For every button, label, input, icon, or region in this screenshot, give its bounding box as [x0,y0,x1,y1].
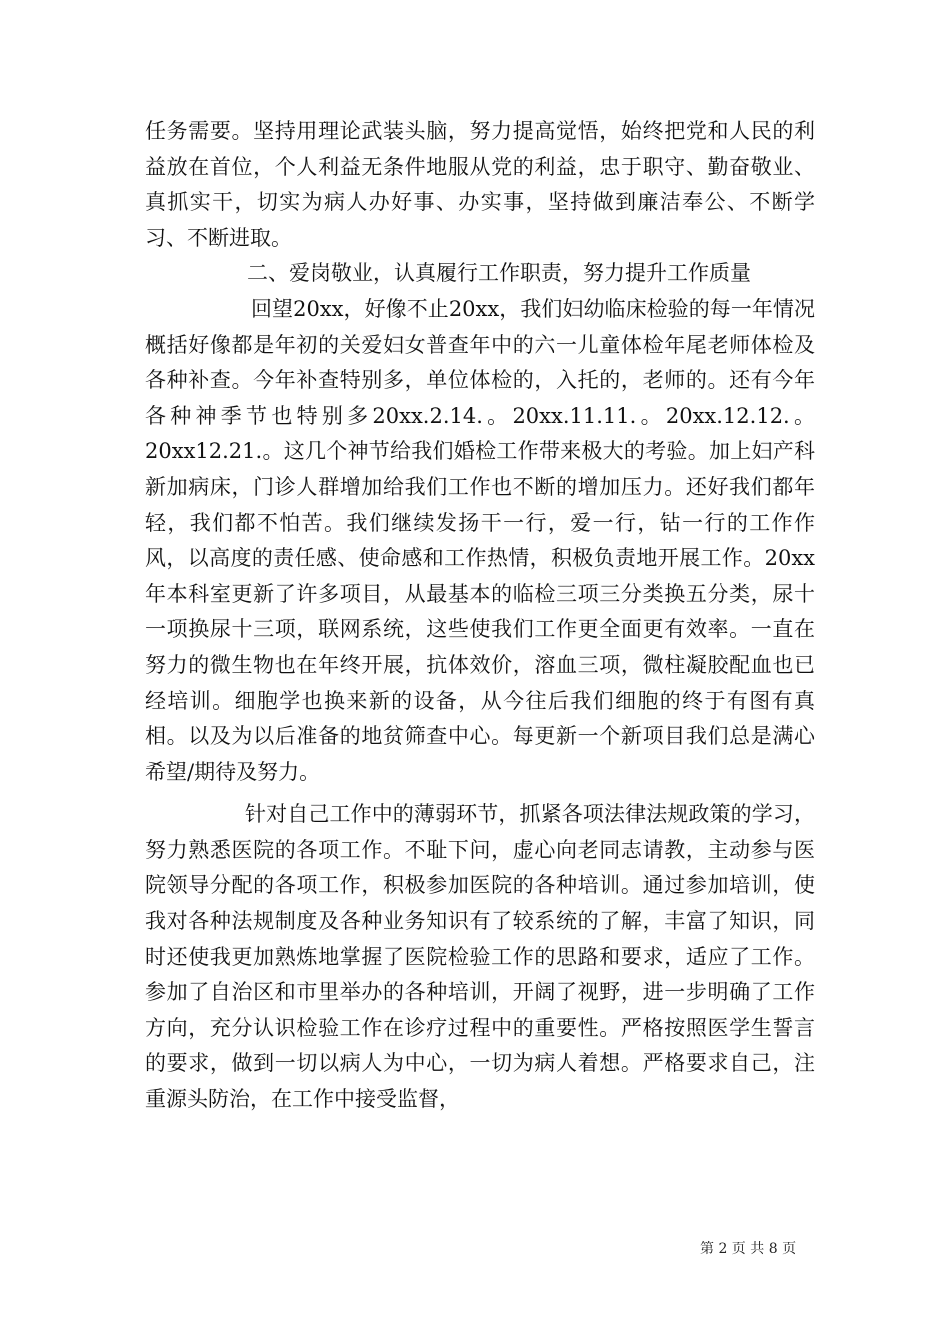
paragraph-review: 回望20xx，好像不止20xx，我们妇幼临床检验的每一年情况概括好像都是年初的关爱妇女普查年中的六一儿童体检年尾老师体检及各种补查。今年补查特别多，单位体检的，入托的，老师的。还有今年各种神季节也特别多20xx.2.14.。20xx.11.11.。20xx.12.12.。20xx12.21.。这几个神节给我们婚检工作带来极大的考验。加上妇产科新加病床，门诊人群增加给我们工作也不断的增加压力。还好我们都年轻，我们都不怕苦。我们继续发扬干一行，爱一行，钻一行的工作作风，以高度的责任感、使命感和工作热情，积极负责地开展工作。20xx年本科室更新了许多项目，从最基本的临检三项三分类换五分类，尿十一项换尿十三项，联网系统，这些使我们工作更全面更有效率。一直在努力的微生物也在年终开展，抗体效价，溶血三项，微柱凝胶配血也已经培训。细胞学也换来新的设备，从今往后我们细胞的终于有图有真相。以及为以后准备的地贫筛查中心。每更新一个新项目我们总是满心希望/期待及努力。 [145,296,815,784]
section-heading: 二、爱岗敬业，认真履行工作职责，努力提升工作质量 [247,261,751,286]
document-body [145,114,815,1118]
page-number-footer: 第 2 页 共 8 页 [700,1241,797,1257]
paragraph-continuation: 任务需要。坚持用理论武装头脑，努力提高觉悟，始终把党和人民的利益放在首位，个人利益无条件地服从党的利益，忠于职守、勤奋敬业、真抓实干，切实为病人办好事、办实事，坚持做到廉洁奉公、不断学习、不断进取。 [145,119,815,250]
paragraph-training: 针对自己工作中的薄弱环节，抓紧各项法律法规政策的学习，努力熟悉医院的各项工作。不耻下问，虚心向老同志请教，主动参与医院领导分配的各项工作，积极参加医院的各种培训。通过参加培训，使我对各种法规制度及各种业务知识有了较系统的了解，丰富了知识，同时还使我更加熟炼地掌握了医院检验工作的思路和要求，适应了工作。参加了自治区和市里举办的各种培训，开阔了视野，进一步明确了工作方向，充分认识检验工作在诊疗过程中的重要性。严格按照医学生誓言的要求，做到一切以病人为中心，一切为病人着想。严格要求自己，注重源头防治，在工作中接受监督， [145,802,815,1112]
